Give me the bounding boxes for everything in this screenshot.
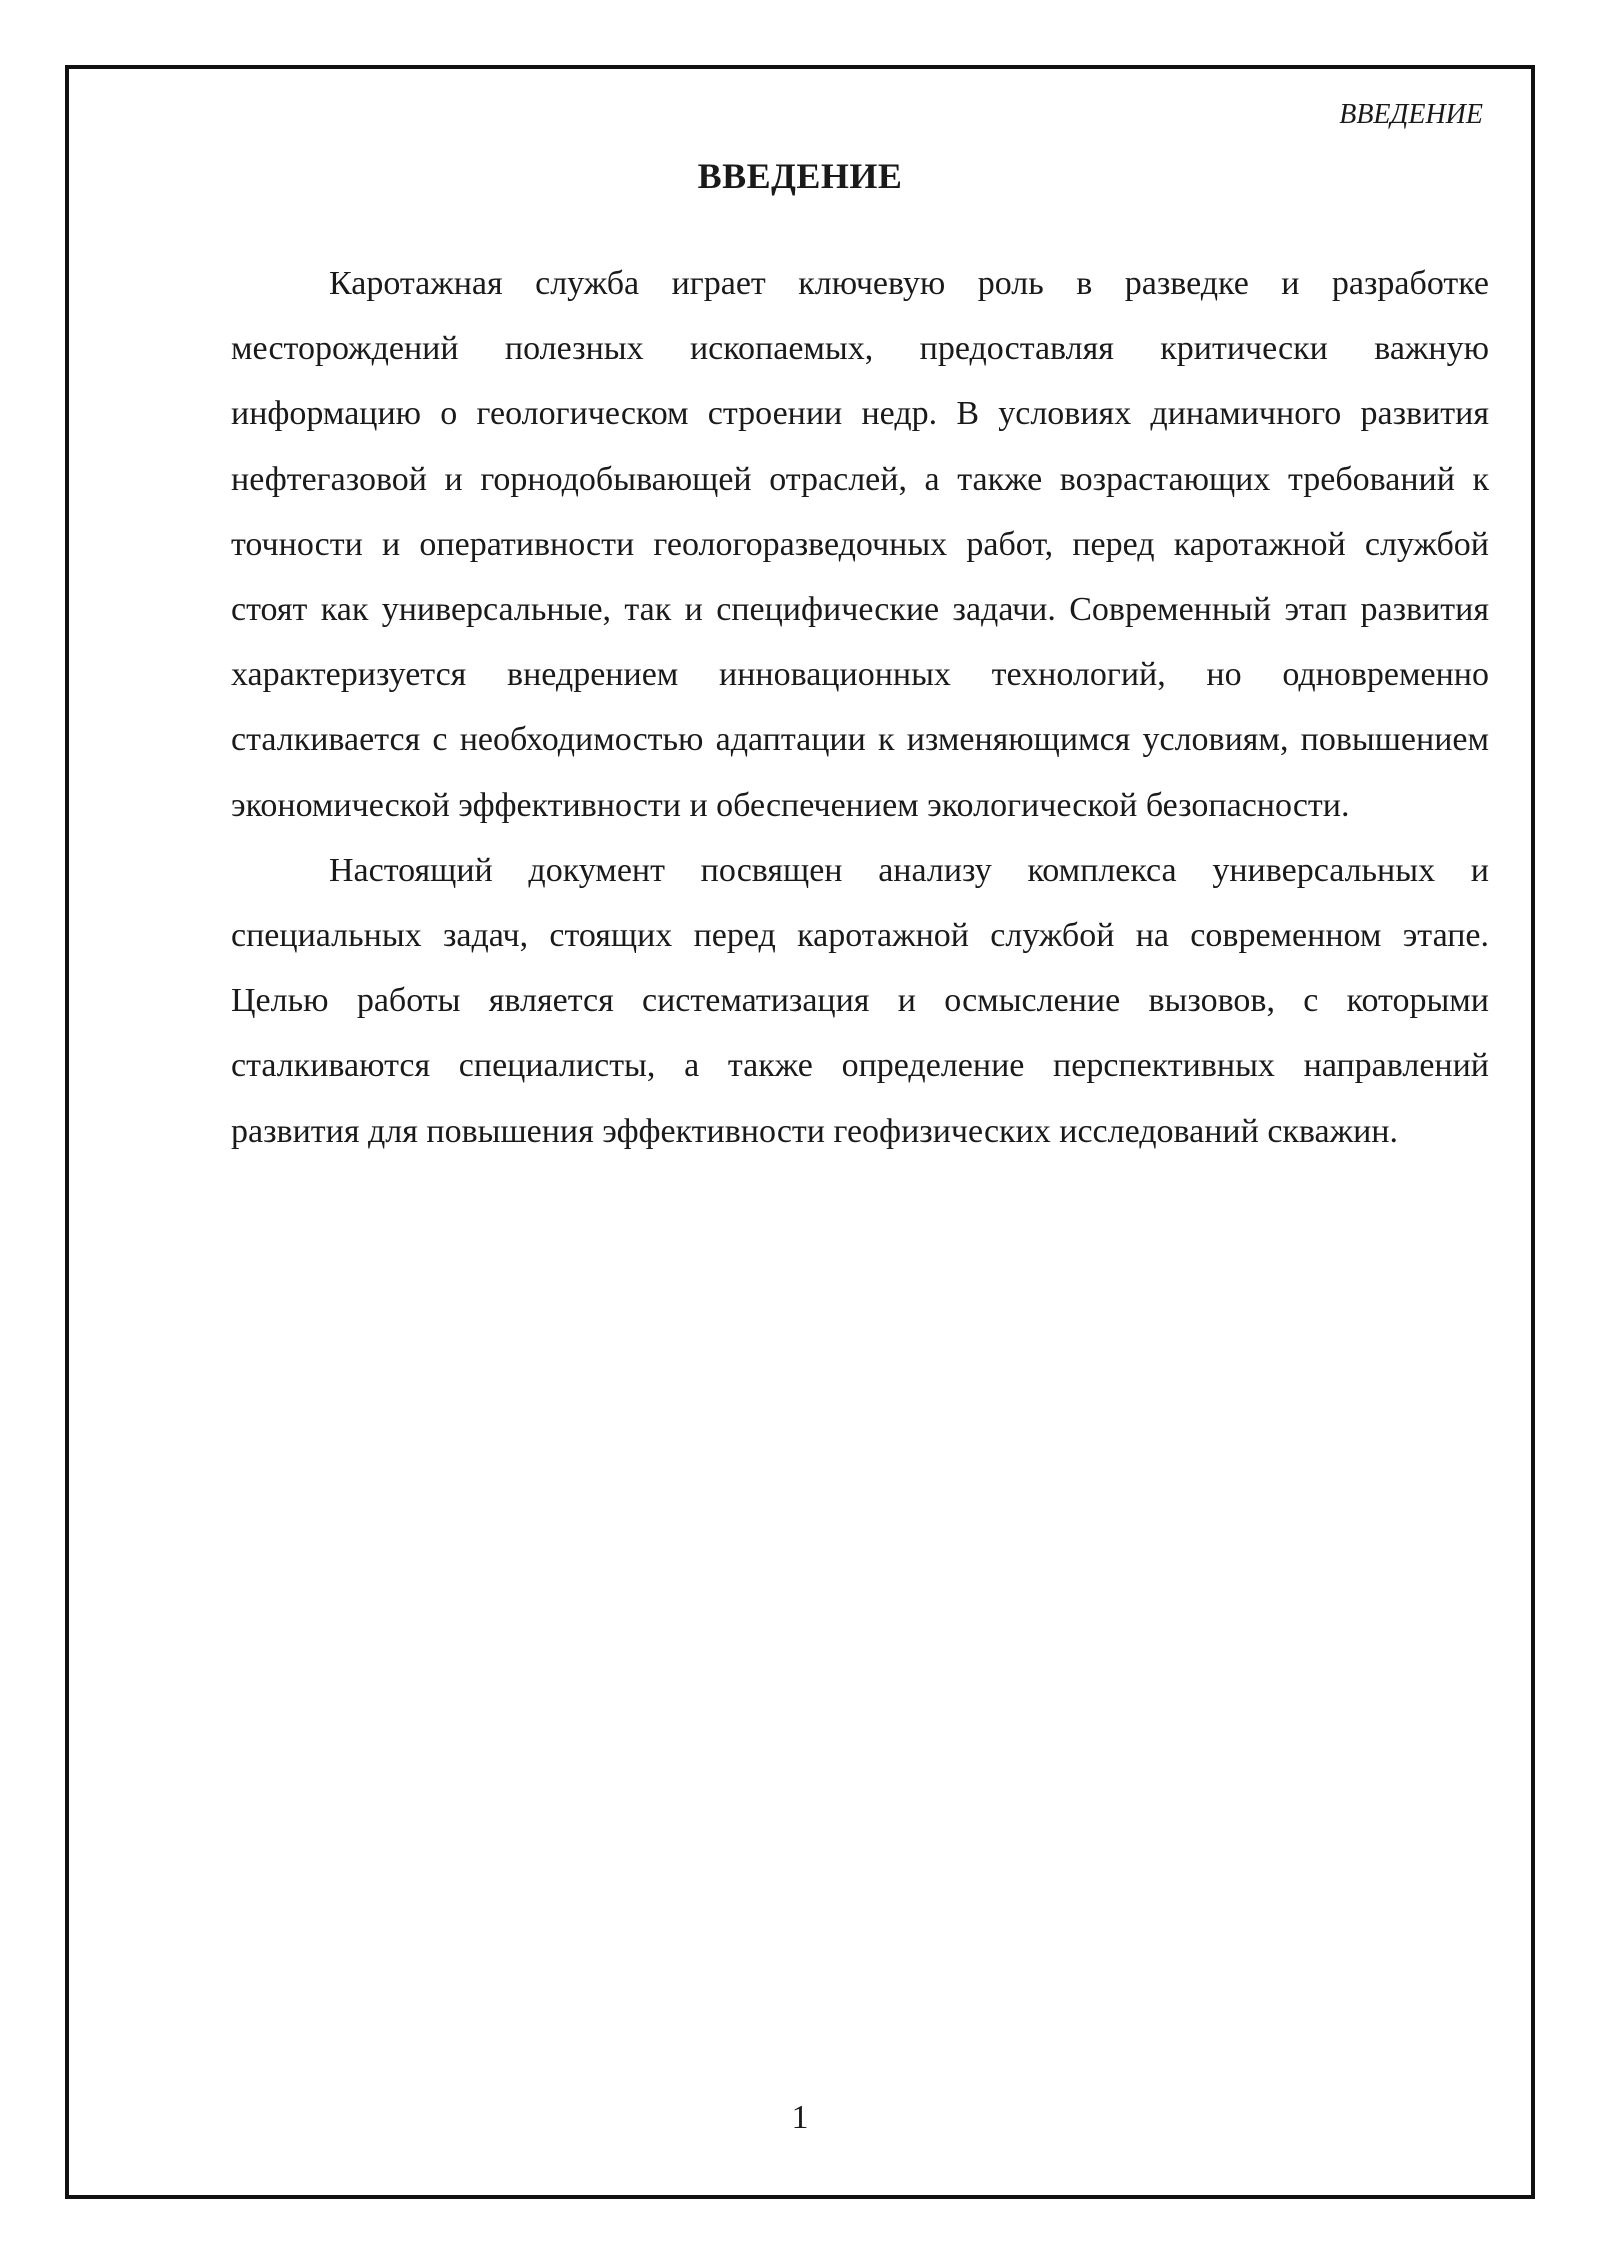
paragraph: Каротажная служба играет ключевую роль в разведке и разработке месторождений полезных ископаемых, предоставляя критически важную информацию о геологическом строении недр. В условиях динамичного развития нефтегазовой и горнодобывающей отраслей, а также возрастающих требований к точности и оперативности геологоразведочных работ, перед каротажной службой стоят как универсальные, так и специфические задачи. Современный этап развития характеризуется внедрением инновационных технологий, но одновременно сталкивается с необходимостью адаптации к изменяющимся условиям, повышением экономической эффективности и обеспечением экологической безопасности.: [231, 265, 1489, 824]
page-number: 1: [791, 2099, 809, 2136]
paragraph: Настоящий документ посвящен анализу комплекса универсальных и специальных задач, стоящих перед каротажной службой на современном этапе. Целью работы является систематизация и осмысление вызовов, с которыми сталкиваются специалисты, а также определение перспективных направлений развития для повышения эффективности геофизических исследований скважин.: [231, 851, 1489, 1150]
page-frame: [65, 65, 1535, 2199]
section-title: ВВЕДЕНИЕ: [697, 156, 903, 196]
body-text: [231, 251, 1489, 1164]
running-header: ВВЕДЕНИЕ: [1339, 99, 1483, 130]
